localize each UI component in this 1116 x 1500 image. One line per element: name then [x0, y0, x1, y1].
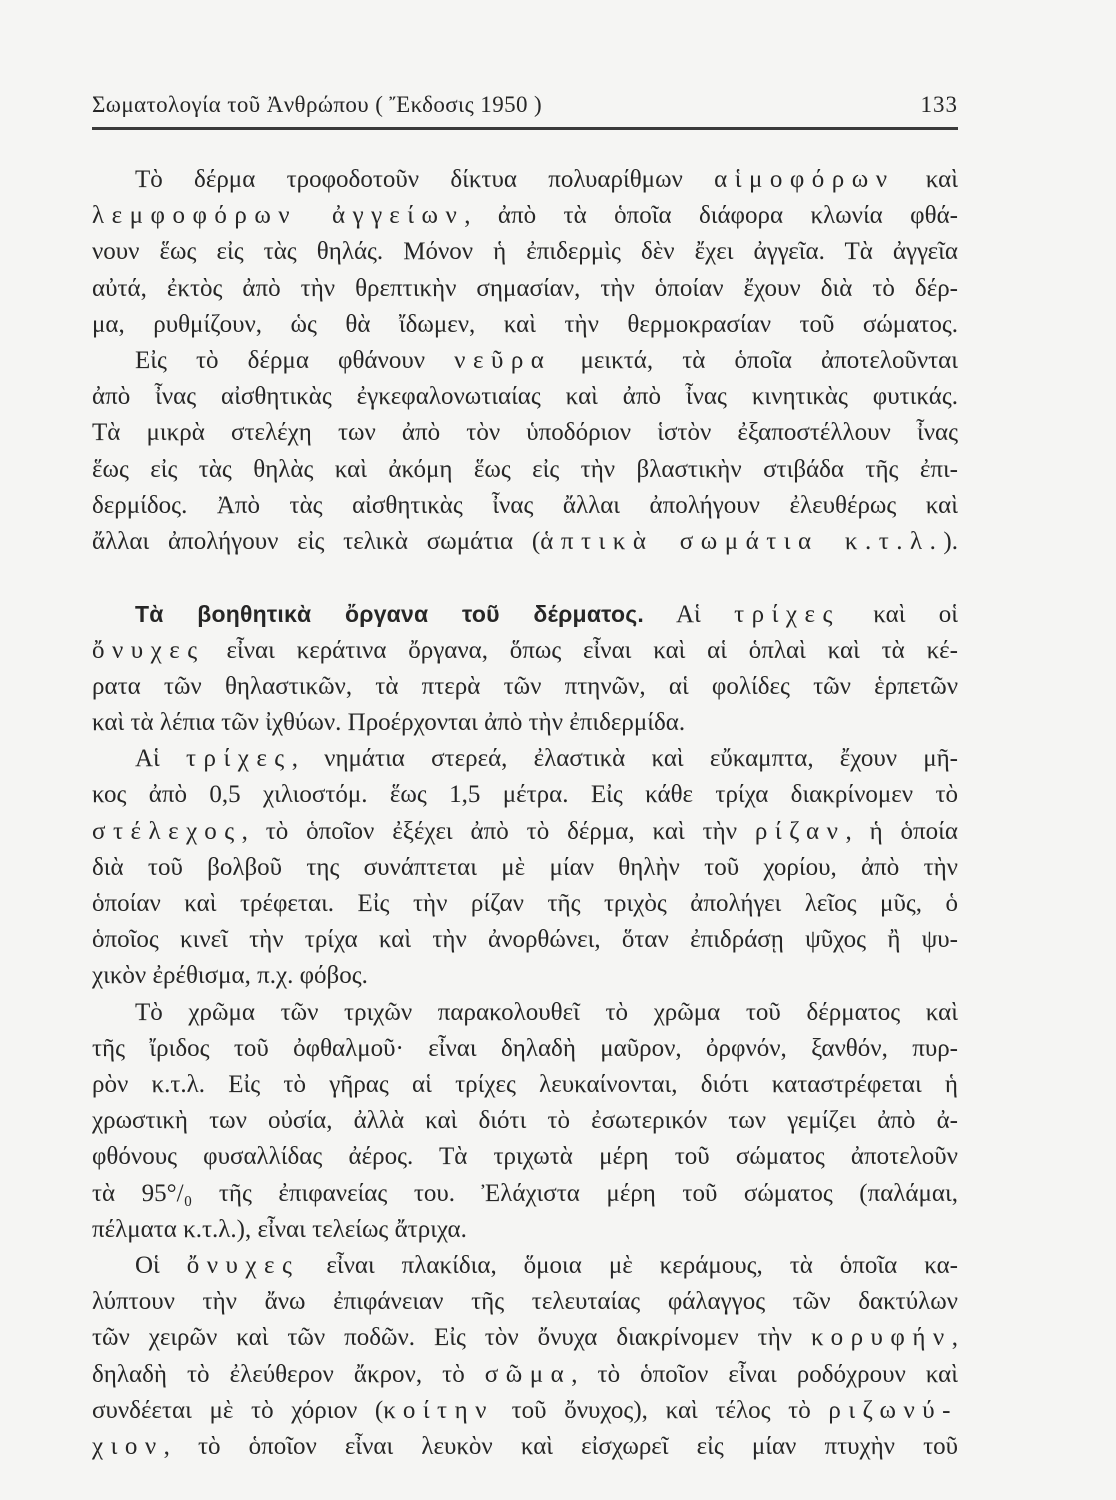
text-line	[92, 850, 958, 886]
text-line	[92, 669, 958, 705]
text-segment: καὶ οἱ	[839, 601, 958, 628]
spaced-text: ριζωνύ-	[828, 1397, 958, 1424]
text-line	[92, 958, 958, 994]
running-title: Σωματολογία τοῦ Ἀνθρώπου ( Ἔκδοσις 1950 )	[92, 92, 543, 117]
text-segment: λύπτουν τὴν ἄνω ἐπιφάνειαν τῆς τελευταίας φάλαγγος τῶν δακτύλων	[92, 1288, 958, 1315]
text-segment: φθόνους φυσαλλίδας ἀέρος. Τὰ τριχωτὰ μέρη τοῦ σώματος ἀποτελοῦν	[92, 1143, 958, 1170]
text-segment: ἀπὸ ἶνας αἰσθητικὰς ἐγκεφαλονωτιαίας καὶ ἀπὸ ἶνας κινητικὰς φυτικάς.	[92, 383, 958, 410]
text-line	[92, 379, 958, 415]
text-segment: , τὸ ὁποῖον εἶναι λευκὸν καὶ εἰσχωρεῖ εἰς μίαν πτυχὴν τοῦ	[163, 1433, 958, 1460]
spaced-text: σῶμα	[484, 1361, 572, 1388]
spaced-text: ὄνυχες	[92, 637, 205, 664]
text-segment: τοῦ ὄνυχος), καὶ τέλος τὸ	[493, 1397, 829, 1424]
header-rule	[92, 127, 958, 130]
text-segment: καὶ	[894, 166, 958, 193]
text-segment: , τὸ ὁποῖον ἐξέχει ἀπὸ τὸ δέρμα, καὶ τὴν	[241, 818, 755, 845]
text-segment: Αἱ	[135, 745, 186, 772]
text-segment: Οἱ	[135, 1252, 187, 1279]
text-segment: ,	[951, 1324, 958, 1351]
text-line	[92, 741, 958, 777]
text-line	[92, 596, 958, 633]
text-segment: ἄλλαι ἀπολήγουν εἰς τελικὰ σωμάτια (	[92, 528, 541, 555]
text-line	[92, 1103, 958, 1139]
text-line	[92, 886, 958, 922]
text-line	[92, 1284, 958, 1320]
text-segment: διὰ τοῦ βολβοῦ της συνάπτεται μὲ μίαν θηλὴν τοῦ χορίου, ἀπὸ τὴν	[92, 854, 958, 881]
text-line	[92, 271, 958, 307]
text-line	[92, 1320, 958, 1356]
text-segment: Αἱ	[644, 601, 735, 628]
text-line	[92, 198, 958, 234]
text-line	[92, 1212, 958, 1248]
text-line	[92, 1067, 958, 1103]
text-line	[92, 1393, 958, 1429]
text-line	[92, 234, 958, 270]
spaced-text: ἁπτικὰ σωμάτια κ.τ.λ.	[540, 528, 944, 555]
text-segment: ).	[943, 528, 958, 555]
text-segment: Τὸ χρῶμα τῶν τριχῶν παρακολουθεῖ τὸ χρῶμα τοῦ δέρματος καὶ	[135, 999, 958, 1026]
text-line	[92, 524, 958, 560]
text-line	[92, 162, 958, 198]
text-line	[92, 415, 958, 451]
spaced-text: τρίχες	[185, 745, 292, 772]
text-line	[92, 307, 958, 343]
text-segment: δερμίδος. Ἀπὸ τὰς αἰσθητικὰς ἶνας ἄλλαι ἀπολήγουν ἐλευθέρως καὶ	[92, 492, 958, 519]
spaced-text: αἱμοφόρων	[714, 166, 895, 193]
running-header	[92, 90, 958, 120]
section-heading: Τὰ βοηθητικὰ ὄργανα τοῦ δέρματος.	[135, 601, 644, 627]
text-segment: αὐτά, ἐκτὸς ἀπὸ τὴν θρεπτικὴν σημασίαν, τὴν ὁποίαν ἔχουν διὰ τὸ δέρ-	[92, 275, 958, 302]
text-segment: πέλματα κ.τ.λ.), εἶναι τελείως ἄτριχα.	[92, 1216, 467, 1243]
text-segment: , ἀπὸ τὰ ὁποῖα διάφορα κλωνία φθά-	[464, 202, 959, 229]
text-segment: Τὰ μικρὰ στελέχη των ἀπὸ τὸν ὑποδόριον ἱστὸν ἐξαποστέλλουν ἶνας	[92, 419, 958, 446]
spaced-text: στέλεχος	[92, 818, 242, 845]
text-line	[92, 1357, 958, 1393]
text-line	[92, 1429, 958, 1465]
text-segment: τῆς ἴριδος τοῦ ὀφθαλμοῦ· εἶναι δηλαδὴ μαῦρον, ὀρφνόν, ξανθόν, πυρ-	[92, 1035, 958, 1062]
text-line	[92, 1031, 958, 1067]
spaced-text: ὄνυχες	[186, 1252, 300, 1279]
text-line	[92, 343, 958, 379]
text-segment: εἶναι πλακίδια, ὅμοια μὲ κεράμους, τὰ ὁποῖα κα-	[299, 1252, 958, 1279]
text-line	[92, 922, 958, 958]
text-segment: καὶ τὰ λέπια τῶν ἰχθύων. Προέρχονται ἀπὸ τὴν ἐπιδερμίδα.	[92, 709, 686, 736]
text-line	[92, 705, 958, 741]
text-segment: , τὸ ὁποῖον εἶναι ροδόχρουν καὶ	[571, 1361, 959, 1388]
text-segment: , νημάτια στερεά, ἐλαστικὰ καὶ εὔκαμπτα, ἔχουν μῆ-	[291, 745, 958, 772]
text-line	[92, 452, 958, 488]
text-segment: ἕως εἰς τὰς θηλὰς καὶ ἀκόμη ἕως εἰς τὴν βλαστικὴν στιβάδα τῆς ἐπι-	[92, 456, 958, 483]
text-segment: ὁποίαν καὶ τρέφεται. Εἰς τὴν ρίζαν τῆς τριχὸς ἀπολήγει λεῖος μῦς, ὁ	[92, 890, 958, 917]
text-line	[92, 777, 958, 813]
text-line	[92, 1176, 958, 1212]
spaced-text: κοίτην	[383, 1397, 494, 1424]
text-segment: ρατα τῶν θηλαστικῶν, τὰ πτερὰ τῶν πτηνῶν, αἱ φολίδες τῶν ἑρπετῶν	[92, 673, 958, 700]
spaced-text: χιον	[92, 1433, 164, 1460]
text-segment: μεικτά, τὰ ὁποῖα ἀποτελοῦνται	[551, 347, 959, 374]
text-segment: χρωστικὴ των οὐσία, ἀλλὰ καὶ διότι τὸ ἐσωτερικόν των γεμίζει ἀπὸ ἀ-	[92, 1107, 958, 1134]
text-segment: ρὸν κ.τ.λ. Εἰς τὸ γῆρας αἱ τρίχες λευκαίνονται, διότι καταστρέφεται ἡ	[92, 1071, 958, 1098]
spaced-text: ρίζαν	[754, 818, 846, 845]
spaced-text: κορυφήν	[811, 1324, 952, 1351]
spaced-text: νεῦρα	[454, 347, 552, 374]
text-line	[92, 1139, 958, 1175]
text-segment: εἶναι κεράτινα ὄργανα, ὅπως εἶναι καὶ αἱ ὁπλαὶ καὶ τὰ κέ-	[204, 637, 958, 664]
text-segment: χικὸν ἐρέθισμα, π.χ. φόβος.	[92, 962, 368, 989]
text-segment: νουν ἕως εἰς τὰς θηλάς. Μόνον ἡ ἐπιδερμὶς δὲν ἔχει ἀγγεῖα. Τὰ ἀγγεῖα	[92, 238, 958, 265]
text-segment: ὁποῖος κινεῖ τὴν τρίχα καὶ τὴν ἀνορθώνει, ὅταν ἐπιδράσῃ ψῦχος ἢ ψυ-	[92, 926, 958, 953]
text-line	[92, 488, 958, 524]
text-line	[92, 633, 958, 669]
spaced-text: τρίχες	[734, 601, 840, 628]
text-segment: κος ἀπὸ 0,5 χιλιοστόμ. ἕως 1,5 μέτρα. Εἰς κάθε τρίχα διακρίνομεν τὸ	[92, 781, 958, 808]
text-segment: τὰ 95°/₀ τῆς ἐπιφανείας του. Ἐλάχιστα μέρη τοῦ σώματος (παλάμαι,	[92, 1180, 958, 1207]
text-line	[92, 995, 958, 1031]
text-segment: Εἰς τὸ δέρμα φθάνουν	[135, 347, 455, 374]
text-segment: συνδέεται μὲ τὸ χόριον (	[92, 1397, 384, 1424]
text-segment: Τὸ δέρμα τροφοδοτοῦν δίκτυα πολυαρίθμων	[135, 166, 715, 193]
text-segment: τῶν χειρῶν καὶ τῶν ποδῶν. Εἰς τὸν ὄνυχα διακρίνομεν τὴν	[92, 1324, 812, 1351]
text-line	[92, 814, 958, 850]
page-number: 133	[920, 92, 958, 117]
text-segment: δηλαδὴ τὸ ἐλεύθερον ἄκρον, τὸ	[92, 1361, 485, 1388]
spaced-text: λεμφοφόρων ἀγγείων	[92, 202, 465, 229]
text-segment: μα, ρυθμίζουν, ὡς θὰ ἴδωμεν, καὶ τὴν θερμοκρασίαν τοῦ σώματος.	[92, 311, 958, 338]
text-segment: , ἡ ὁποία	[845, 818, 958, 845]
text-line	[92, 1248, 958, 1284]
